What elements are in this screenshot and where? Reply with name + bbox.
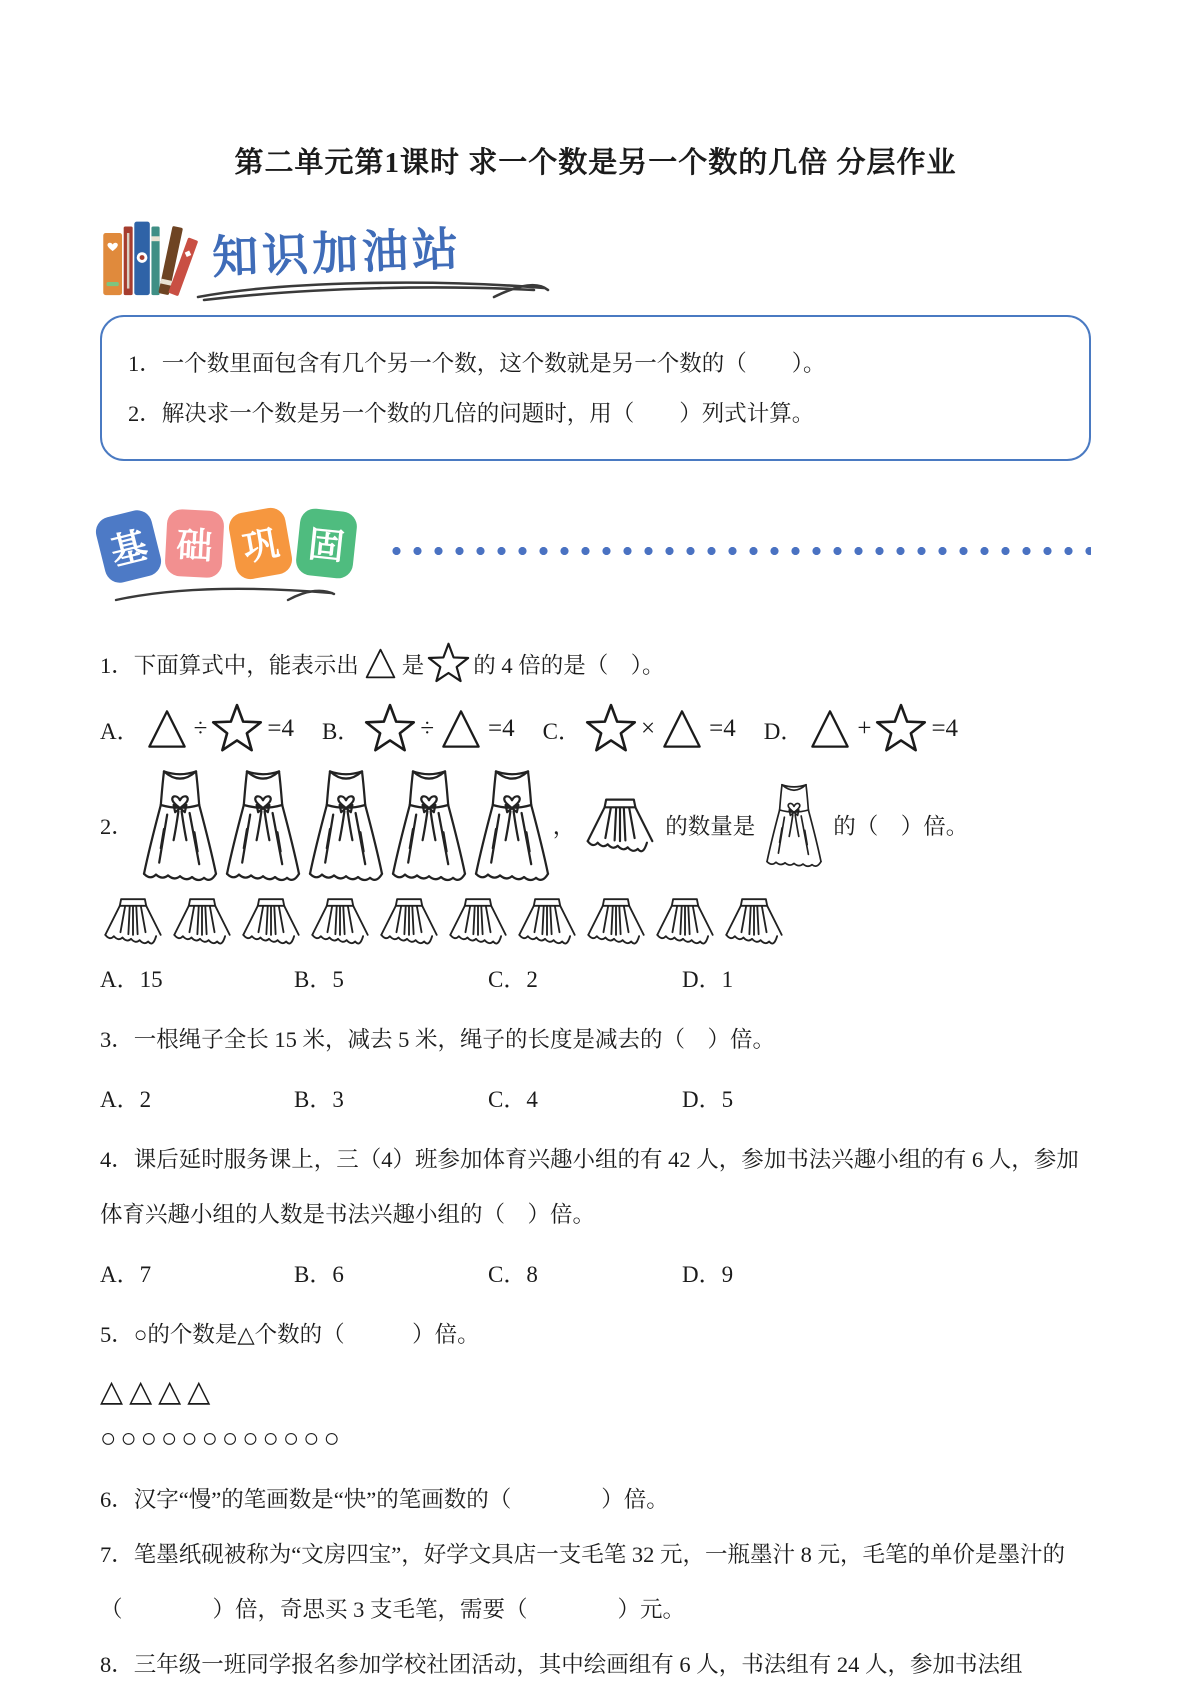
question-1 — [100, 642, 1091, 755]
symbol-char: ○ — [282, 1423, 304, 1453]
skirt-icon — [169, 895, 235, 947]
skirt-icon — [376, 895, 442, 947]
symbol-char: △ — [129, 1375, 159, 1408]
dress-icon — [385, 765, 473, 885]
option: B．3 — [294, 1087, 344, 1112]
skirt-icon — [238, 895, 304, 947]
skirt-icon — [652, 895, 718, 947]
symbol-char: ○ — [140, 1423, 161, 1453]
symbol-char: ○ — [262, 1423, 283, 1453]
symbol-char: ○ — [100, 1423, 121, 1453]
q5-text: 5．○的个数是△个数的（ ）倍。 — [100, 1322, 480, 1347]
skirt-icon — [583, 895, 649, 947]
option: A．15 — [100, 967, 163, 992]
q5-triangle-row — [100, 1374, 1091, 1409]
section-badge: 巩 — [227, 506, 295, 582]
dress-icon — [763, 780, 825, 870]
symbol-char: ○ — [201, 1423, 222, 1453]
q2-mid1: 的数量是 — [665, 814, 756, 839]
operator-text: =4 — [267, 715, 294, 742]
dress-icon — [219, 765, 307, 885]
note-line-2: 2．解决求一个数是另一个数的几倍的问题时，用（ ）列式计算。 — [128, 401, 815, 426]
question-4 — [100, 1132, 1091, 1289]
q1-option — [764, 703, 962, 755]
option: C．2 — [488, 967, 538, 992]
q1-options — [100, 703, 1091, 755]
dress-icon — [302, 765, 390, 885]
symbol-char: ○ — [323, 1423, 344, 1453]
badge-swoosh-icon — [110, 582, 340, 608]
q1-prefix: 1．下面算式中，能表示出 — [100, 652, 359, 678]
triangle-icon — [362, 647, 399, 680]
question-2 — [100, 765, 1091, 994]
option: A．2 — [100, 1087, 152, 1112]
q7-text: 7．笔墨纸砚被称为“文房四宝”，好学文具店一支毛笔 32 元，一瓶墨汁 8 元，毛笔的单价是墨汁的（ ）倍，奇思买 3 支毛笔，需要（ ）元。 — [100, 1542, 1065, 1622]
dotted-divider — [386, 545, 1091, 557]
option-label: C． — [542, 718, 581, 744]
q2-skirt-row — [100, 895, 1091, 947]
section-badge: 固 — [295, 507, 359, 580]
triangle-icon — [438, 708, 484, 750]
symbol-char: △ — [158, 1375, 188, 1408]
option: B．6 — [294, 1262, 344, 1287]
q6-text: 6．汉字“慢”的笔画数是“快”的笔画数的（ ）倍。 — [100, 1487, 669, 1512]
option-label: A． — [100, 718, 140, 744]
star-icon — [875, 703, 927, 755]
q1-option — [543, 703, 740, 755]
books-icon — [100, 203, 198, 299]
note-line-1: 1．一个数里面包含有几个另一个数，这个数就是另一个数的（ ）。 — [128, 351, 826, 376]
section-badge: 基 — [93, 507, 165, 586]
symbol-char: ○ — [242, 1423, 263, 1453]
q2-statement — [100, 765, 1091, 885]
star-icon — [585, 703, 637, 755]
skirt-icon — [721, 895, 787, 947]
triangle-icon — [807, 708, 853, 750]
knowledge-header — [100, 203, 1091, 299]
option-label: B． — [321, 718, 361, 744]
operator-text: + — [857, 715, 872, 742]
option: B．5 — [294, 967, 344, 992]
section-badge: 础 — [164, 509, 224, 579]
option: C．4 — [488, 1087, 538, 1112]
symbol-char: ○ — [181, 1423, 202, 1453]
dress-icon — [136, 765, 224, 885]
section-badges — [100, 507, 364, 580]
symbol-char: △ — [100, 1375, 130, 1408]
skirt-icon — [445, 895, 511, 947]
q2-number: 2． — [100, 814, 134, 839]
option: D．1 — [682, 967, 734, 992]
triangle-icon — [659, 708, 705, 750]
q1-statement — [100, 642, 1091, 685]
star-icon — [364, 703, 416, 755]
option: D．5 — [682, 1087, 734, 1112]
star-icon — [427, 642, 470, 685]
page-title: 第二单元第1课时 求一个数是另一个数的几倍 分层作业 — [234, 147, 957, 179]
q1-suffix: 的 4 倍的是（ ）。 — [473, 652, 665, 678]
q1-between: 是 — [401, 652, 425, 678]
q3-options — [100, 1081, 1091, 1114]
dress-icon — [468, 765, 556, 885]
q4-text: 4．课后延时服务课上，三（4）班参加体育兴趣小组的有 42 人，参加书法兴趣小组的有 6 人，参加体育兴趣小组的人数是书法兴趣小组的（ ）倍。 — [100, 1147, 1079, 1227]
question-8 — [100, 1637, 1091, 1684]
option-label: D． — [763, 718, 804, 744]
q3-text: 3．一根绳子全长 15 米，减去 5 米，绳子的长度是减去的（ ）倍。 — [100, 1027, 776, 1052]
skirt-icon — [100, 895, 166, 947]
symbol-char: ○ — [303, 1423, 324, 1453]
operator-text: ÷ — [420, 715, 435, 742]
knowledge-heading: 知识加油站 — [211, 222, 463, 284]
q2-comma: ， — [552, 814, 576, 839]
skirt-icon — [580, 795, 660, 855]
q4-options — [100, 1256, 1091, 1289]
underline-swoosh-icon — [194, 275, 554, 305]
symbol-char: △ — [187, 1375, 217, 1408]
question-6 — [100, 1472, 1091, 1527]
option: D．9 — [682, 1262, 734, 1287]
skirt-icon — [514, 895, 580, 947]
symbol-char: ○ — [160, 1423, 182, 1453]
question-3 — [100, 1012, 1091, 1114]
operator-text: =4 — [709, 715, 736, 742]
skirt-icon — [307, 895, 373, 947]
operator-text: =4 — [931, 715, 959, 742]
q1-option — [322, 703, 519, 755]
question-5 — [100, 1307, 1091, 1454]
basic-section-header — [100, 507, 1091, 580]
operator-text: × — [641, 715, 656, 742]
symbol-char: ○ — [221, 1423, 243, 1453]
q2-mid2: 的（ ）倍。 — [833, 814, 969, 839]
symbol-char: ○ — [120, 1423, 141, 1453]
option: C．8 — [488, 1262, 538, 1287]
knowledge-box — [100, 315, 1091, 461]
q1-option — [100, 703, 298, 755]
q2-dress-row — [136, 765, 551, 885]
q5-circle-row — [100, 1423, 1091, 1454]
triangle-icon — [144, 708, 190, 750]
option: A．7 — [100, 1262, 152, 1287]
q8-text: 8．三年级一班同学报名参加学校社团活动，其中绘画组有 6 人，书法组有 24 人，参加书法组 — [100, 1652, 1023, 1677]
operator-text: =4 — [488, 715, 515, 742]
q2-options — [100, 961, 1091, 994]
star-icon — [211, 703, 263, 755]
operator-text: ÷ — [193, 715, 208, 742]
question-7 — [100, 1527, 1091, 1637]
